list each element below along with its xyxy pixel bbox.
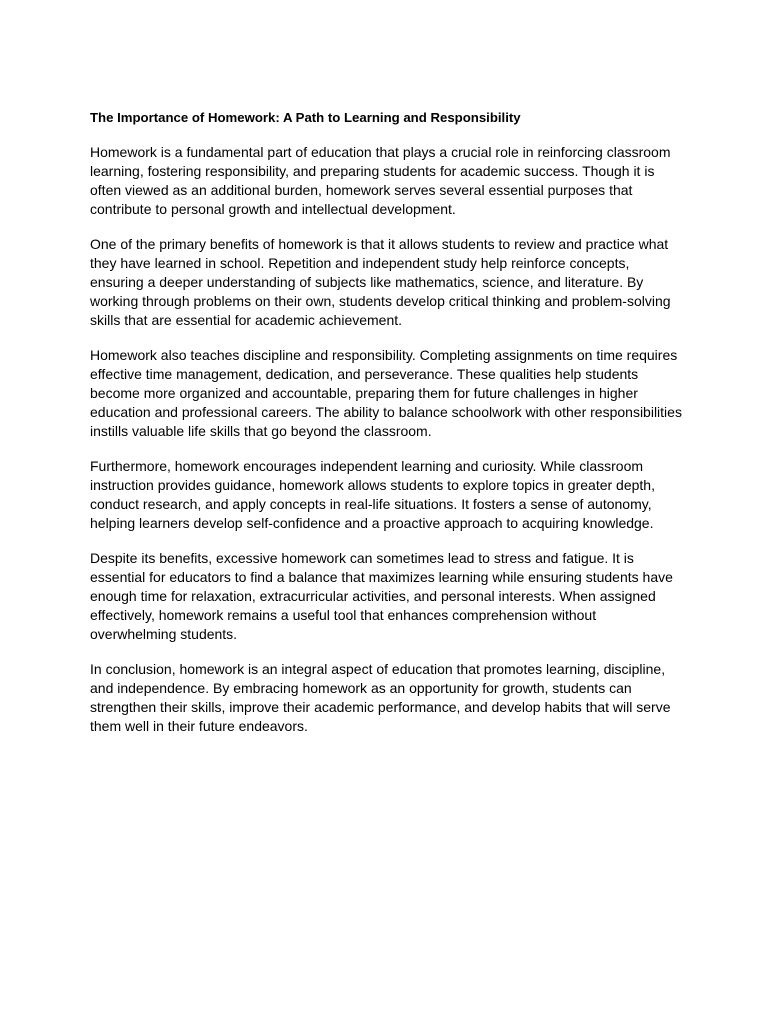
- paragraph: [90, 660, 678, 736]
- paragraph-line: skills that are essential for academic achievement.: [90, 312, 403, 328]
- paragraph-line: strengthen their skills, improve their academic performance, and develop habits that will serve: [90, 699, 671, 715]
- paragraph-line: enough time for relaxation, extracurricular activities, and personal interests. When assigned: [90, 588, 656, 604]
- paragraph-line: and independence. By embracing homework as an opportunity for growth, students can: [90, 680, 632, 696]
- paragraph-line: essential for educators to find a balance that maximizes learning while ensuring students have: [90, 569, 673, 585]
- document-body: [90, 143, 682, 736]
- paragraph: [90, 346, 682, 441]
- paragraph-line: contribute to personal growth and intellectual development.: [90, 201, 456, 217]
- paragraph-line: instruction provides guidance, homework allows students to explore topics in greater depth,: [90, 477, 655, 493]
- paragraph-line: One of the primary benefits of homework is that it allows students to review and practice what: [90, 236, 669, 252]
- paragraph: [90, 457, 678, 533]
- paragraph-line: In conclusion, homework is an integral aspect of education that promotes learning, discipline,: [90, 661, 666, 677]
- paragraph-line: effective time management, dedication, and perseverance. These qualities help students: [90, 366, 639, 382]
- paragraph-line: them well in their future endeavors.: [90, 718, 308, 734]
- document-title: The Importance of Homework: A Path to Learning and Responsibility: [90, 110, 521, 125]
- paragraph-line: working through problems on their own, students develop critical thinking and problem-solving: [90, 293, 671, 309]
- paragraph-line: become more organized and accountable, preparing them for future challenges in higher: [90, 385, 638, 401]
- paragraph-line: learning, fostering responsibility, and preparing students for academic success. Though it is: [90, 163, 655, 179]
- paragraph-line: Furthermore, homework encourages independent learning and curiosity. While classroom: [90, 458, 644, 474]
- paragraph-line: helping learners develop self-confidence and a proactive approach to acquiring knowledge.: [90, 515, 654, 531]
- paragraph-line: effectively, homework remains a useful tool that enhances comprehension without: [90, 607, 597, 623]
- paragraph: [90, 549, 678, 644]
- paragraph-line: they have learned in school. Repetition and independent study help reinforce concepts,: [90, 255, 630, 271]
- paragraph-line: instills valuable life skills that go beyond the classroom.: [90, 423, 432, 439]
- paragraph: [90, 143, 678, 219]
- document-page: [90, 108, 682, 752]
- paragraph-line: education and professional careers. The ability to balance schoolwork with other responsibilities: [90, 404, 682, 420]
- paragraph-line: ensuring a deeper understanding of subjects like mathematics, science, and literature. By: [90, 274, 644, 290]
- paragraph-line: overwhelming students.: [90, 626, 238, 642]
- paragraph-line: often viewed as an additional burden, homework serves several essential purposes that: [90, 182, 633, 198]
- paragraph-line: Homework also teaches discipline and responsibility. Completing assignments on time requires: [90, 347, 678, 363]
- paragraph-line: Despite its benefits, excessive homework can sometimes lead to stress and fatigue. It is: [90, 550, 634, 566]
- paragraph-line: conduct research, and apply concepts in real-life situations. It fosters a sense of autonomy,: [90, 496, 652, 512]
- paragraph-line: Homework is a fundamental part of education that plays a crucial role in reinforcing classroom: [90, 144, 671, 160]
- paragraph: [90, 235, 678, 330]
